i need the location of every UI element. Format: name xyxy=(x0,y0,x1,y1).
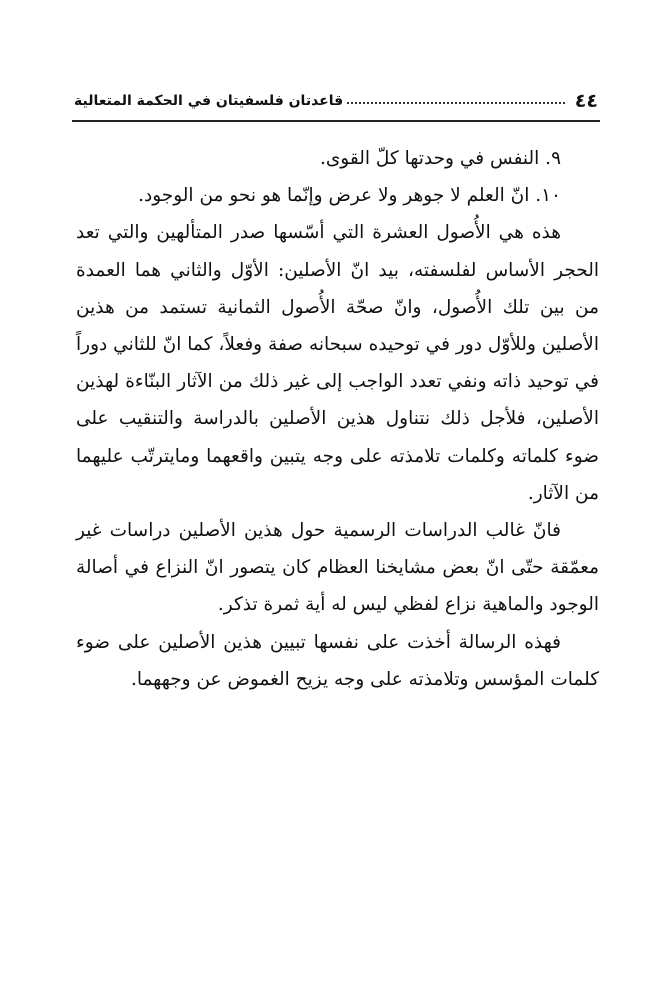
page-body xyxy=(76,140,599,698)
running-header-title: قاعدتان فلسفيتان في الحكمة المتعالية xyxy=(74,93,344,109)
paragraph-founding-principles: هذه هي الأُصول العشرة التي أسّسها صدر المتألهين والتي تعد الحجر الأساس لفلسفته، بيد انّ الأصلين: الأوّل والثاني هما العمدة من بين تلك الأُصول، وانّ صحّة الأُصول الثمانية تستمد من هذين الأصلين وللأوّل دور في توحيده سبحانه صفة وفعلاً، كما انّ للثاني دوراً في توحيد ذاته ونفي تعدد الواجب إلى غير ذلك من الآثار البنّاءة لهذين الأصلين، فلأجل ذلك نتناول هذين الأصلين بالدراسة والتنقيب على ضوء كلماته وكلمات تلامذته على وجه يتبين واقعهما ومايترتّب عليهما من الآثار. xyxy=(76,222,599,504)
paragraph-treatise-aim: فهذه الرسالة أخذت على نفسها تبيين هذين الأصلين على ضوء كلمات المؤسس وتلامذته على وجه يزيح الغموض عن وجههما. xyxy=(76,631,599,690)
header-dot-leader xyxy=(347,92,565,104)
paragraph-formal-studies: فانّ غالب الدراسات الرسمية حول هذين الأصلين دراسات غير معمّقة حتّى انّ بعض مشايخنا العظام كان يتصور انّ النزاع في أصالة الوجود والماهية نزاع لفظي ليس له أية ثمرة تذكر. xyxy=(76,520,599,616)
page-number: ٤٤ xyxy=(574,90,598,112)
running-header xyxy=(74,88,598,114)
list-item-9: ٩. النفس في وحدتها كلّ القوى. xyxy=(319,148,561,169)
list-item-10: ١٠. انّ العلم لا جوهر ولا عرض وإنّما هو نحو من الوجود. xyxy=(138,185,561,207)
header-rule xyxy=(72,120,600,122)
